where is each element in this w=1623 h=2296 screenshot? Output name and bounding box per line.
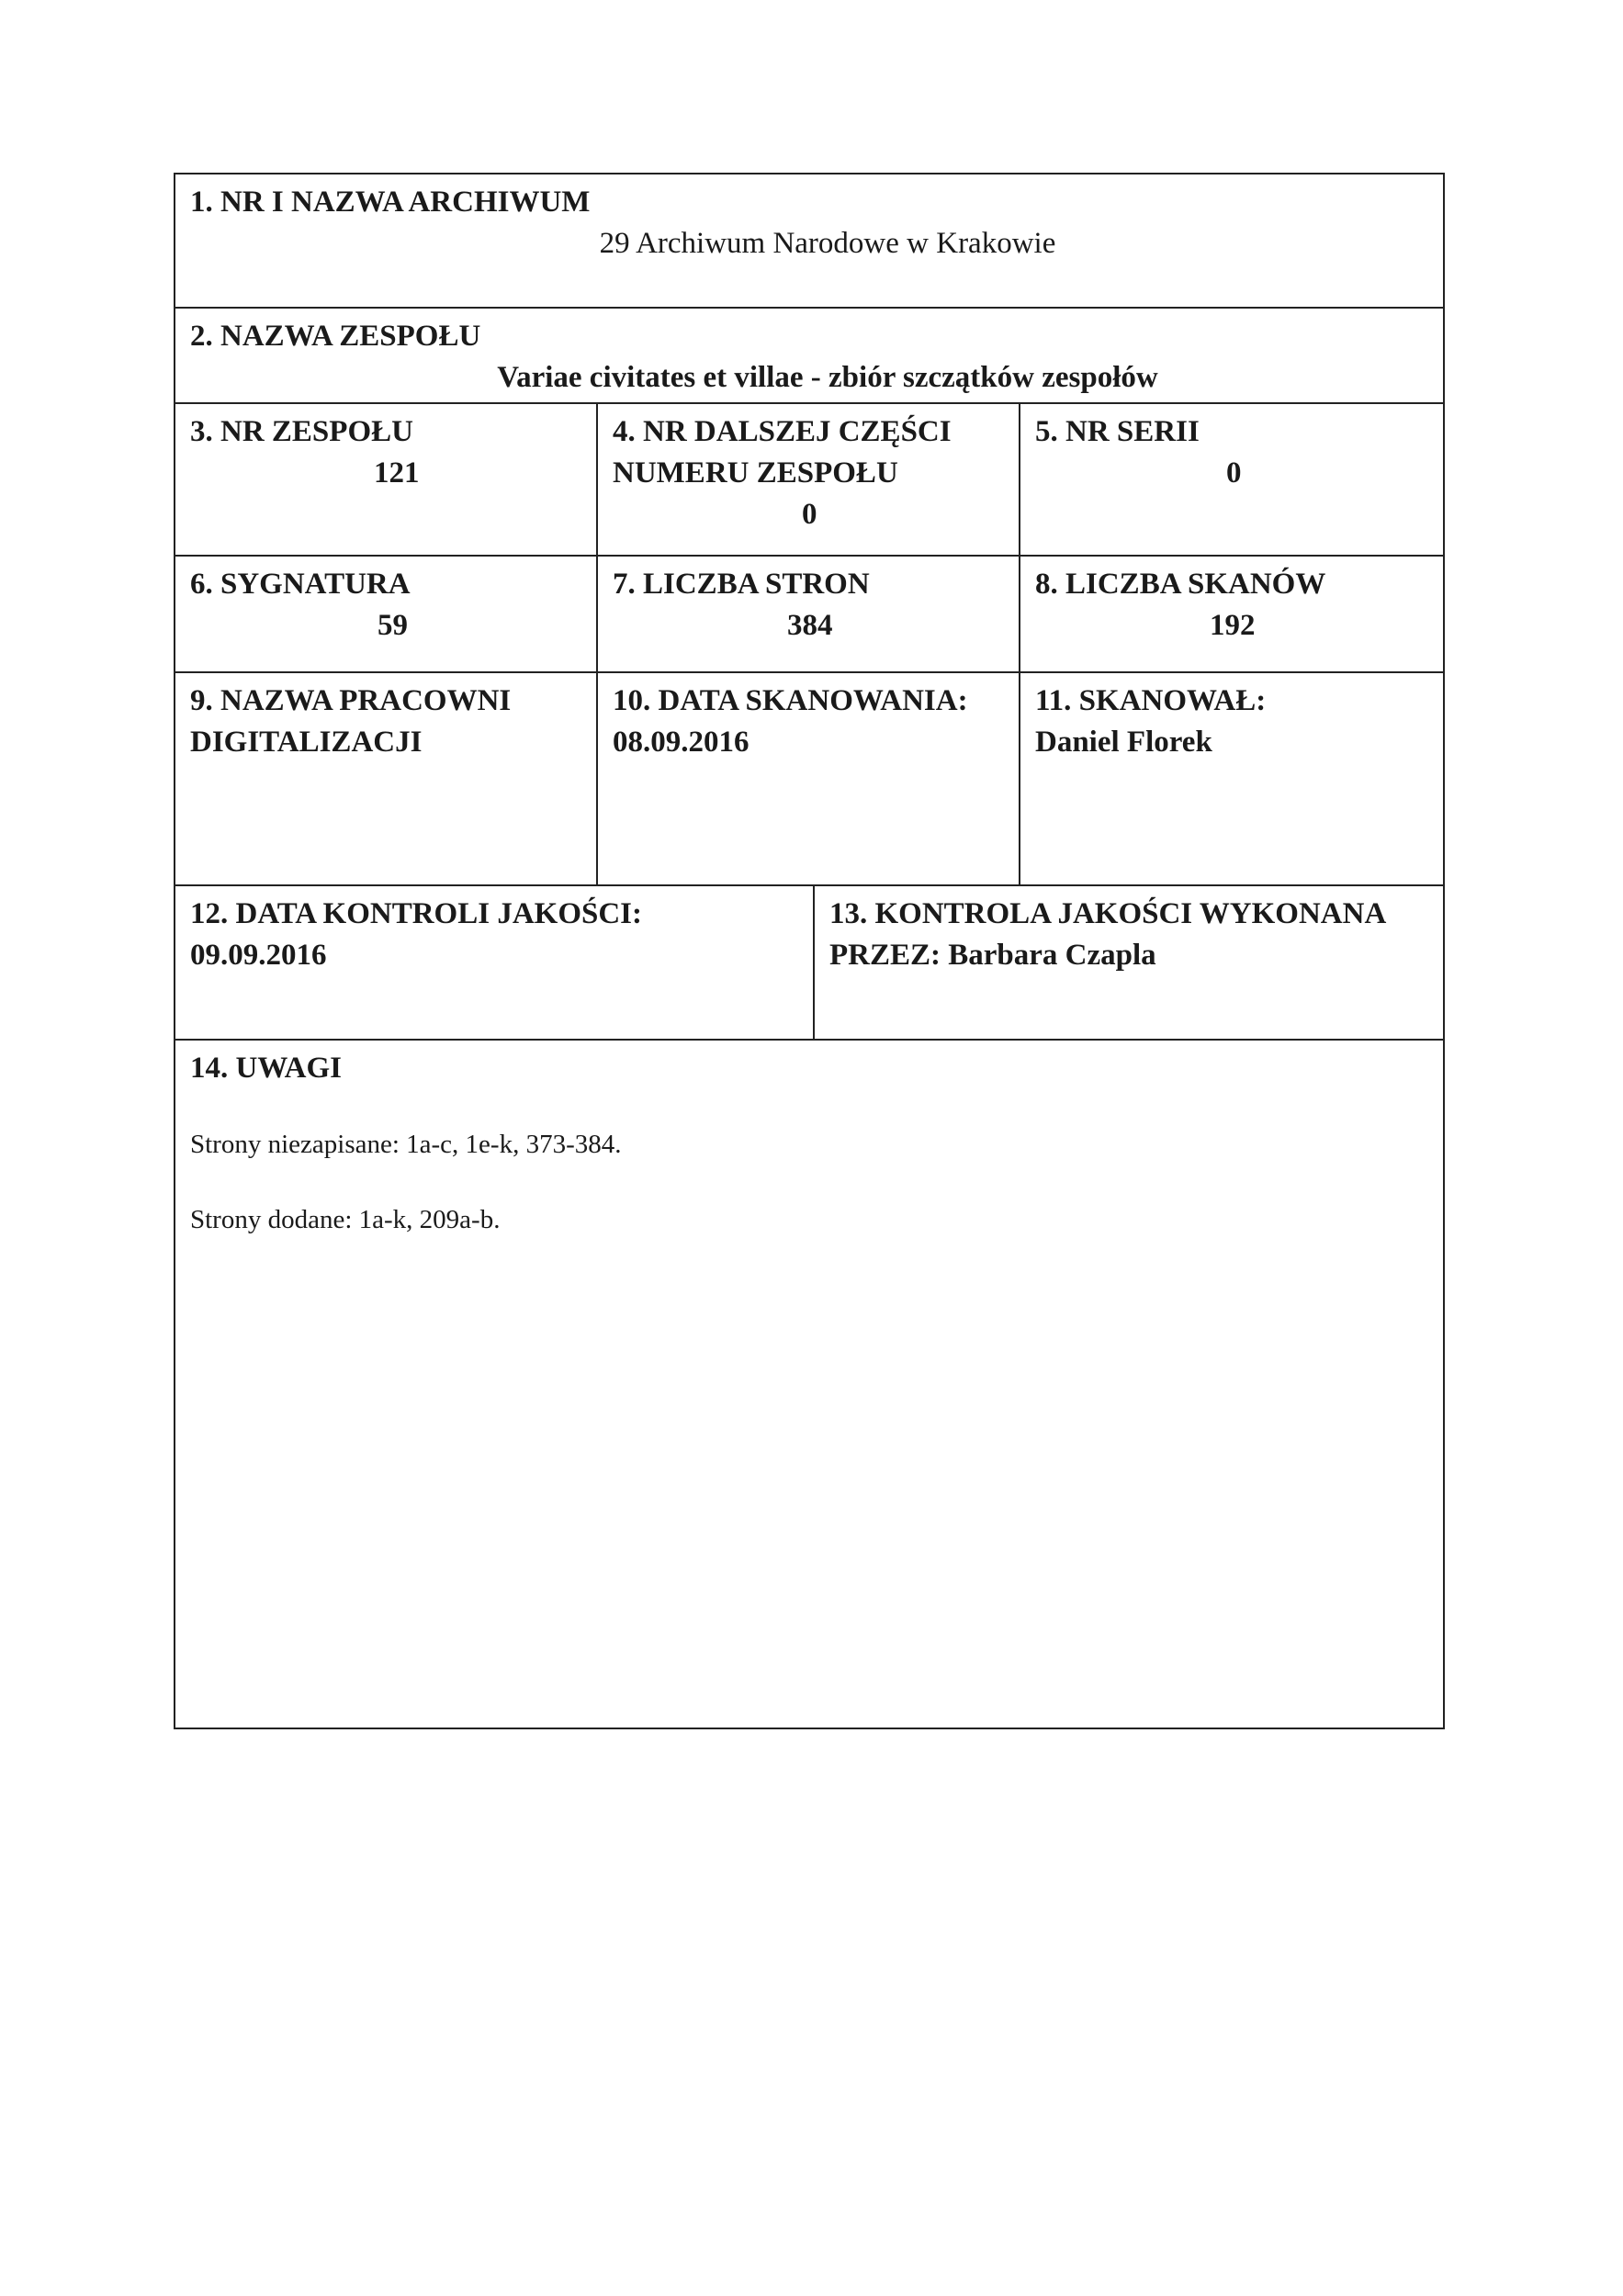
row-scanning [175, 673, 1443, 886]
row-archive [175, 174, 1443, 309]
row-fonds-name [175, 309, 1443, 404]
further-part-label-line1: 4. NR DALSZEJ CZĘŚCI [613, 415, 952, 448]
archive-value: 29 Archiwum Narodowe w Krakowie [599, 227, 1056, 260]
scanned-by-value: Daniel Florek [1035, 726, 1212, 759]
cell-digitization-lab [175, 673, 596, 884]
cell-fonds-name [175, 309, 1443, 402]
fonds-number-value: 121 [374, 456, 420, 490]
fonds-name-value: Variae civitates et villae - zbiór szczątków zespołów [497, 361, 1158, 394]
scan-count-label: 8. LICZBA SKANÓW [1035, 568, 1326, 601]
cell-further-part-number [596, 404, 1019, 555]
row-counts [175, 557, 1443, 673]
qc-date-value: 09.09.2016 [190, 939, 327, 972]
cell-scan-count [1019, 557, 1443, 671]
signature-value: 59 [378, 609, 408, 642]
archive-label: 1. NR I NAZWA ARCHIWUM [190, 186, 591, 219]
further-part-value: 0 [802, 498, 817, 531]
qc-date-label: 12. DATA KONTROLI JAKOŚCI: [190, 897, 643, 930]
cell-fonds-number [175, 404, 596, 555]
cell-signature [175, 557, 596, 671]
digitization-lab-label-line1: 9. NAZWA PRACOWNI [190, 684, 512, 717]
row-numbers [175, 404, 1443, 557]
remarks-note: Strony niezapisane: 1a-c, 1e-k, 373-384. [190, 1130, 622, 1159]
scan-count-value: 192 [1210, 609, 1256, 642]
remarks-label: 14. UWAGI [190, 1052, 343, 1085]
archive-scan-metadata-form [174, 173, 1445, 1729]
qc-performed-by-label-line2: PRZEZ: Barbara Czapla [829, 939, 1156, 972]
series-number-value: 0 [1226, 456, 1242, 490]
cell-qc-date [175, 886, 813, 1039]
cell-page-count [596, 557, 1019, 671]
row-quality-control [175, 886, 1443, 1041]
cell-archive-name [175, 174, 1443, 307]
qc-performed-by-label-line1: 13. KONTROLA JAKOŚCI WYKONANA [829, 897, 1387, 930]
fonds-name-label: 2. NAZWA ZESPOŁU [190, 320, 481, 353]
scanned-by-label: 11. SKANOWAŁ: [1035, 684, 1267, 717]
scan-date-value: 08.09.2016 [613, 726, 750, 759]
cell-remarks [175, 1041, 1443, 1728]
further-part-label-line2: NUMERU ZESPOŁU [613, 456, 898, 490]
cell-scan-date [596, 673, 1019, 884]
remarks-note: Strony dodane: 1a-k, 209a-b. [190, 1205, 501, 1234]
series-number-label: 5. NR SERII [1035, 415, 1200, 448]
scan-date-label: 10. DATA SKANOWANIA: [613, 684, 968, 717]
cell-qc-performed-by [813, 886, 1443, 1039]
fonds-number-label: 3. NR ZESPOŁU [190, 415, 413, 448]
digitization-lab-label-line2: DIGITALIZACJI [190, 726, 423, 759]
page-count-value: 384 [787, 609, 833, 642]
page-count-label: 7. LICZBA STRON [613, 568, 870, 601]
signature-label: 6. SYGNATURA [190, 568, 411, 601]
cell-scanned-by [1019, 673, 1443, 884]
cell-series-number [1019, 404, 1443, 555]
row-remarks [175, 1041, 1443, 1728]
